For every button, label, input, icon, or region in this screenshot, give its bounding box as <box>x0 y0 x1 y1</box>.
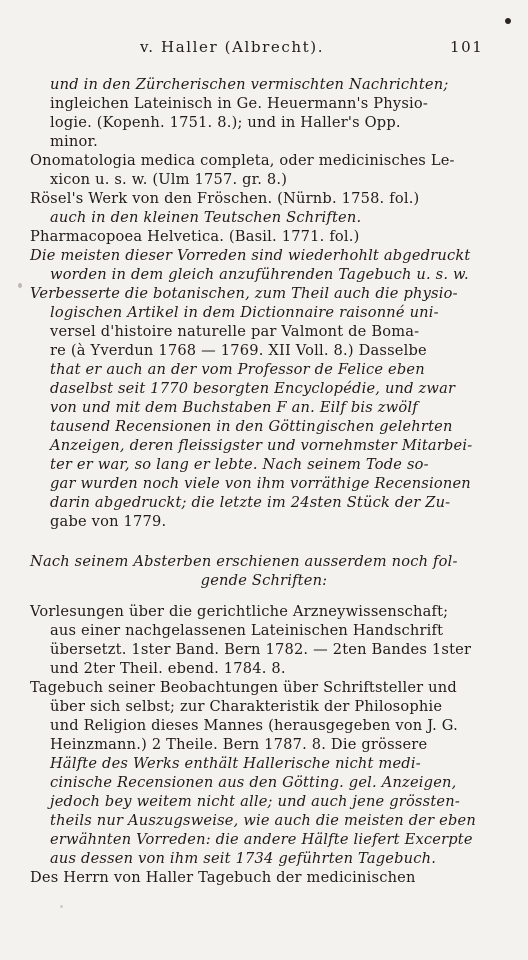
text-line: aus dessen von ihm seit 1734 geführten Tagebuch. <box>50 850 437 867</box>
text-line: logischen Artikel in dem Dictionnaire raisonné uni- <box>50 304 439 321</box>
text-line: übersetzt. 1ster Band. Bern 1782. — 2ten Bandes 1ster <box>50 641 472 658</box>
text-line: Rösel's Werk von den Fröschen. (Nürnb. 1758. fol.) <box>30 190 420 207</box>
text-line: Tagebuch seiner Beobachtungen über Schriftsteller und <box>30 679 457 696</box>
text-line: xicon u. s. w. (Ulm 1757. gr. 8.) <box>50 171 288 188</box>
text-line: darin abgedruckt; die letzte im 24sten Stück der Zu- <box>50 494 451 511</box>
text-line: versel d'histoire naturelle par Valmont de Boma- <box>50 323 420 340</box>
text-line: Vorlesungen über die gerichtliche Arzneywissenschaft; <box>30 603 449 620</box>
text-line: auch in den kleinen Teutschen Schriften. <box>50 209 362 226</box>
text-line: logie. (Kopenh. 1751. 8.); und in Haller's Opp. <box>50 114 401 131</box>
text-line: Anzeigen, deren fleissigster und vornehmster Mitarbei- <box>50 437 473 454</box>
text-line: Des Herrn von Haller Tagebuch der medicinischen <box>30 869 416 886</box>
text-line: ter er war, so lang er lebte. Nach seinem Tode so- <box>50 456 429 473</box>
page-header <box>0 38 528 60</box>
page-number: 101 <box>450 38 484 56</box>
text-line: und Religion dieses Mannes (herausgegeben von J. G. <box>50 717 458 734</box>
text-line: worden in dem gleich anzuführenden Tagebuch u. s. w. <box>50 266 469 283</box>
section-heading: Nach seinem Absterben erschienen ausserdem noch fol- <box>30 553 458 570</box>
text-line: Onomatologia medica completa, oder medicinisches Le- <box>30 152 455 169</box>
text-line: über sich selbst; zur Charakteristik der Philosophie <box>50 698 443 715</box>
text-line: und in den Zürcherischen vermischten Nachrichten; <box>50 76 449 93</box>
text-line: aus einer nachgelassenen Lateinischen Handschrift <box>50 622 444 639</box>
text-line: theils nur Auszugsweise, wie auch die meisten der eben <box>50 812 476 829</box>
text-line: minor. <box>50 133 98 150</box>
running-title: v. Haller (Albrecht). <box>140 38 325 56</box>
ink-speck <box>18 283 22 288</box>
text-line: re (à Yverdun 1768 — 1769. XII Voll. 8.) Dasselbe <box>50 342 427 359</box>
text-line: daselbst seit 1770 besorgten Encyclopédie, und zwar <box>50 380 456 397</box>
text-line: erwähnten Vorreden: die andere Hälfte liefert Excerpte <box>50 831 473 848</box>
text-line: Heinzmann.) 2 Theile. Bern 1787. 8. Die grössere <box>50 736 428 753</box>
text-line: und 2ter Theil. ebend. 1784. 8. <box>50 660 286 677</box>
text-line: Verbesserte die botanischen, zum Theil auch die physio- <box>30 285 458 302</box>
text-line: jedoch bey weitem nicht alle; und auch jene grössten- <box>50 793 460 810</box>
text-line: gar wurden noch viele von ihm vorräthige Recensionen <box>50 475 471 492</box>
text-line: Hälfte des Werks enthält Hallerische nicht medi- <box>50 755 421 772</box>
text-line: von und mit dem Buchstaben F an. Eilf bis zwölf <box>50 399 418 416</box>
text-line: Pharmacopoea Helvetica. (Basil. 1771. fol.) <box>30 228 360 245</box>
ink-speck <box>60 905 63 908</box>
text-line: tausend Recensionen in den Göttingischen gelehrten <box>50 418 453 435</box>
ink-dot <box>505 18 511 24</box>
text-line: cinische Recensionen aus den Götting. gel. Anzeigen, <box>50 774 457 791</box>
section-heading: gende Schriften: <box>200 572 328 589</box>
text-line: gabe von 1779. <box>50 513 167 530</box>
text-line: ingleichen Lateinisch in Ge. Heuermann's Physio- <box>50 95 429 112</box>
text-line: Die meisten dieser Vorreden sind wiederhohlt abgedruckt <box>30 247 471 264</box>
text-line: that er auch an der vom Professor de Felice eben <box>50 361 425 378</box>
